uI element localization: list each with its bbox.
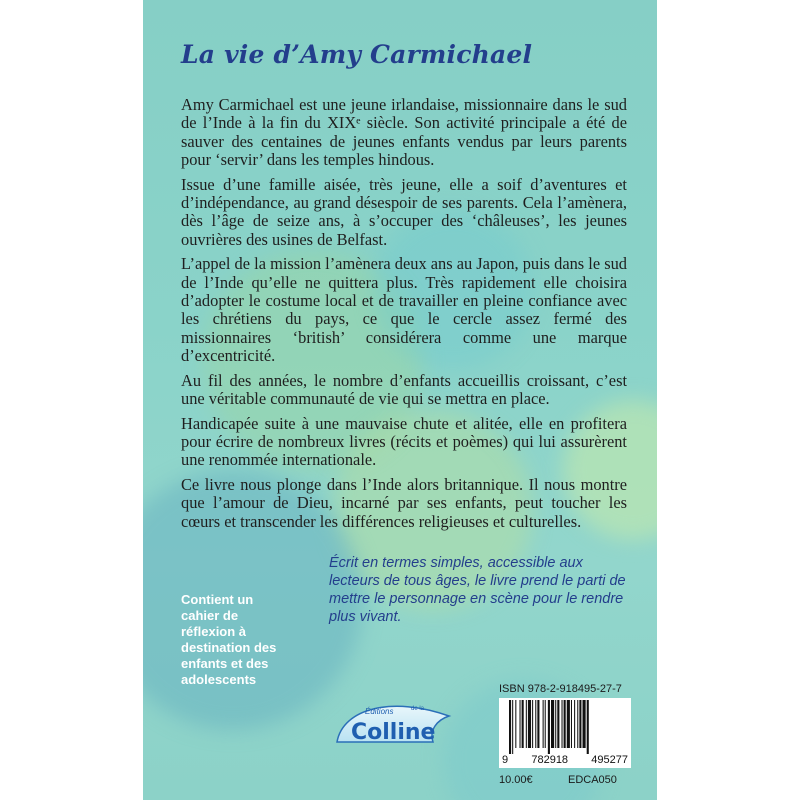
summary-paragraph: Handicapée suite à une mauvaise chute et alitée, elle en profitera pour écrire de nombreux livres (récits et poèmes) qui lui assurèrent une renommée internationale. bbox=[181, 413, 627, 470]
barcode-bar bbox=[564, 700, 566, 748]
barcode-bar bbox=[545, 700, 546, 748]
barcode-digit-group: 9 bbox=[502, 754, 509, 766]
summary-paragraph: L’appel de la mission l’amènera deux ans au Japon, puis dans le sud de l’Inde qu’elle ne quittera plus. Très rapidement elle choisira d’adopter le costume local et de travailler en pleine confiance avec les chrétiens du pays, ce que le cercle assez fermé des missionnaires ‘british’ considérera comme une marque d’excentricité. bbox=[181, 254, 627, 366]
barcode-bar bbox=[579, 700, 581, 748]
tagline: Écrit en termes simples, accessible aux lecteurs de tous âges, le livre prend le parti de mettre le personnage en scène pour le rendre plus vivant. bbox=[329, 555, 626, 625]
barcode-digit-group: 495277 bbox=[591, 754, 628, 766]
book-back-cover bbox=[143, 0, 657, 800]
barcode-bar bbox=[587, 700, 589, 754]
barcode-bar bbox=[537, 700, 539, 748]
barcode-digits bbox=[499, 754, 631, 766]
callout-text: Contient un cahier de réflexion à destination des enfants et des adolescents bbox=[181, 592, 277, 687]
barcode-bar bbox=[551, 700, 554, 748]
barcode-digit-group: 782918 bbox=[531, 754, 569, 766]
logo-de-la-label: de la bbox=[411, 706, 425, 712]
summary-paragraph: Issue d’une famille aisée, très jeune, elle a soif d’aventures et d’indépendance, au grand désespoir de ses parents. Cela l’amènera, dès l’âge de seize ans, à s’occuper des ‘châleuses’, les jeunes ouvrières des usines de Belfast. bbox=[181, 174, 627, 249]
price-label: 10.00€ bbox=[499, 774, 533, 786]
summary-paragraph: Amy Carmichael est une jeune irlandaise, missionnaire dans le sud de l’Inde à la fin du XIXᵉ siècle. Son activité principale a été de sauver des centaines de jeunes enfants vendus par leurs parents pour ‘servir’ dans les temples hindous. bbox=[181, 95, 627, 170]
publisher-logo bbox=[333, 690, 455, 760]
barcode-bar bbox=[520, 700, 521, 748]
barcode-bar bbox=[557, 700, 559, 748]
barcode-bar bbox=[515, 700, 516, 748]
barcode-bar bbox=[532, 700, 533, 748]
isbn-label: ISBN 978-2-918495-27-7 bbox=[499, 683, 622, 695]
barcode-bar bbox=[548, 700, 550, 754]
summary-paragraph: Ce livre nous plonge dans l’Inde alors britannique. Il nous montre que l’amour de Dieu, incarné par ses enfants, peut toucher les cœurs et transcender les différences religieuses et culturelles. bbox=[181, 474, 627, 531]
barcode-bar bbox=[577, 700, 578, 748]
summary-paragraph: Au fil des années, le nombre d’enfants accueillis croissant, c’est une véritable communauté de vie qui se mettra en place. bbox=[181, 370, 627, 409]
barcode-bar bbox=[509, 700, 511, 754]
barcode-bars bbox=[499, 700, 631, 756]
barcode-bar bbox=[567, 700, 570, 748]
barcode-bar bbox=[528, 700, 531, 748]
barcode-bar bbox=[571, 700, 572, 748]
logo-editions-label: Éditions bbox=[365, 707, 394, 716]
barcode-bar bbox=[574, 700, 575, 748]
book-title: La vie d’Amy Carmichael bbox=[181, 40, 533, 69]
product-code: EDCA050 bbox=[568, 774, 617, 786]
logo-colline-label: Colline bbox=[351, 720, 436, 745]
barcode-bar bbox=[555, 700, 556, 748]
barcode-bar bbox=[543, 700, 544, 748]
barcode-bar bbox=[522, 700, 524, 748]
barcode-bar bbox=[583, 700, 586, 748]
barcode-bar bbox=[526, 700, 527, 748]
summary-text bbox=[181, 96, 627, 537]
barcode-bar bbox=[535, 700, 536, 748]
barcode-bar bbox=[512, 700, 513, 754]
barcode bbox=[499, 698, 631, 768]
barcode-bar bbox=[562, 700, 563, 748]
